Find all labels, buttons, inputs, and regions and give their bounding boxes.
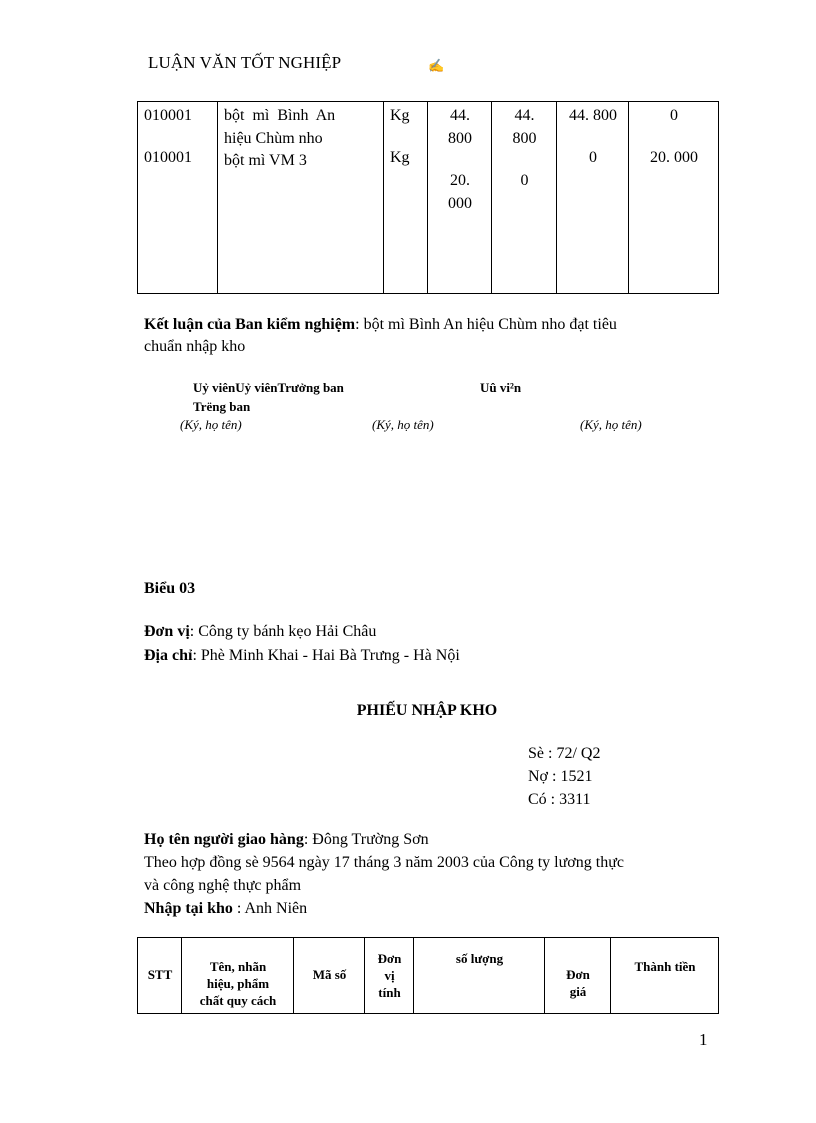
warehouse-value: : Anh Niên — [232, 900, 308, 917]
inspection-conclusion — [144, 314, 719, 358]
row2-qty1-line2: 000 — [448, 195, 472, 212]
contract-line2: và công nghệ thực phẩm — [144, 877, 302, 894]
unit-line — [144, 621, 376, 643]
signature-roles — [193, 378, 344, 416]
unit-value: : Công ty bánh kẹo Hải Châu — [189, 623, 377, 640]
address-label: Địa chỉ — [144, 647, 193, 664]
row2-code: 010001 — [144, 149, 192, 166]
row1-qty1-line2: 800 — [448, 130, 472, 147]
credit-account: Có : 3311 — [528, 791, 591, 808]
row2-unit: Kg — [390, 149, 410, 166]
header-code: Mã số — [312, 967, 347, 982]
row1-qty2-line2: 800 — [512, 130, 537, 147]
header-unit — [365, 950, 414, 1001]
debit-account: Nợ : 1521 — [528, 768, 593, 785]
signature-member: Uû vi²n — [480, 380, 522, 395]
header-unit-line3: tính — [378, 985, 401, 1000]
row1-unit: Kg — [390, 107, 410, 124]
header-amount: Thành tiền — [634, 959, 696, 974]
row1-name-line2: hiệu Chùm nho — [224, 130, 323, 147]
row1-qty4: 0 — [670, 107, 678, 124]
row1-name-line1: bột mì Bình An — [224, 107, 336, 124]
signature-hint-2: (Ký, họ tên) — [372, 417, 434, 432]
signature-roles-line2: Trëng ban — [193, 399, 251, 414]
row1-qty2-line1: 44. — [514, 107, 535, 124]
voucher-references — [528, 742, 600, 811]
row2-qty1-line1: 20. — [450, 172, 470, 189]
delivery-info — [144, 828, 724, 920]
form-number: Biểu 03 — [144, 580, 196, 597]
conclusion-text-line1: : bột mì Bình An hiệu Chùm nho đạt tiêu — [355, 316, 617, 333]
header-price-line1: Đơn — [566, 967, 590, 982]
writing-hand-icon: ✍ — [428, 58, 445, 73]
conclusion-label: Kết luận của Ban kiểm nghiệm — [144, 316, 356, 333]
header-unit-line2: vị — [384, 968, 395, 983]
header-qty: số lượng — [455, 951, 504, 966]
signature-hint-3: (Ký, họ tên) — [580, 417, 642, 432]
page-number: 1 — [699, 1030, 708, 1049]
address-value: : Phè Minh Khai - Hai Bà Trưng - Hà Nội — [192, 647, 460, 664]
giver-value: : Đông Trường Sơn — [303, 831, 429, 848]
row1-qty1-line1: 44. — [450, 107, 470, 124]
inspection-table — [137, 101, 719, 294]
header-name-line2: hiệu, phẩm — [206, 976, 270, 991]
header-name-line1: Tên, nhãn — [209, 959, 267, 974]
row2-name-line1: bột mì VM 3 — [224, 152, 307, 169]
column-code — [138, 102, 218, 293]
voucher-number: Sè : 72/ Q2 — [528, 745, 601, 762]
document-header-title: LUẬN VĂN TỐT NGHIỆP — [148, 53, 342, 72]
header-price-line2: giá — [569, 984, 587, 999]
header-name-line3: chất quy cách — [199, 993, 277, 1008]
column-unit — [384, 102, 428, 293]
warehouse-label: Nhập tại kho — [144, 900, 233, 917]
row1-code: 010001 — [144, 107, 192, 124]
receipt-table-header — [137, 937, 719, 1014]
unit-label: Đơn vị — [144, 623, 190, 640]
row1-qty3: 44. 800 — [569, 107, 617, 124]
contract-line1: Theo hợp đồng sè 9564 ngày 17 tháng 3 năm 2003 của Công ty lương thực — [144, 854, 624, 871]
column-qty3 — [557, 102, 629, 293]
header-unit-line1: Đơn — [377, 951, 402, 966]
address-line — [144, 645, 460, 667]
header-price — [545, 966, 611, 1000]
receipt-title: PHIẾU NHẬP KHO — [356, 702, 498, 719]
giver-label: Họ tên người giao hàng — [144, 831, 304, 848]
row2-qty3: 0 — [589, 149, 597, 166]
signature-roles-line1: Uỷ viênUỷ viênTrưởng ban — [193, 380, 344, 395]
signature-hint-1: (Ký, họ tên) — [180, 417, 242, 432]
header-name — [182, 958, 294, 1009]
row2-qty2: 0 — [520, 172, 529, 189]
conclusion-text-line2: chuẩn nhập kho — [144, 338, 246, 355]
header-stt: STT — [147, 967, 173, 982]
row2-qty4: 20. 000 — [650, 149, 698, 166]
